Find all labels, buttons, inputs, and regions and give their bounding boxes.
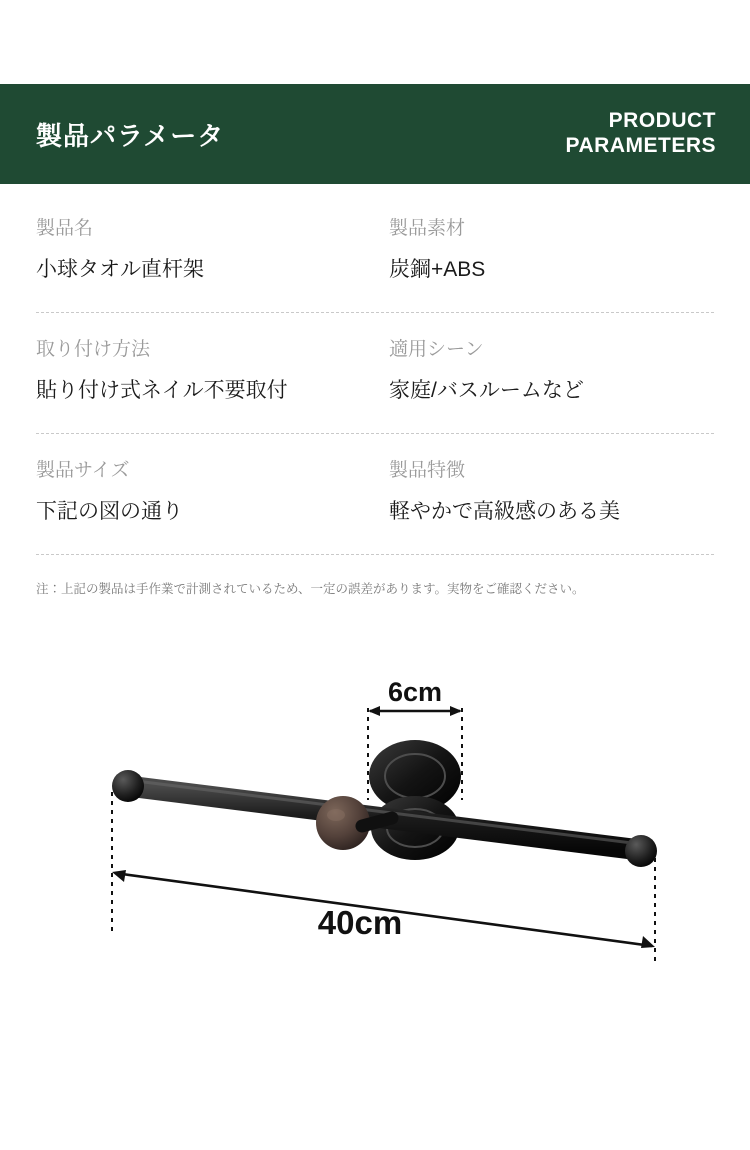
row-divider (36, 554, 714, 555)
spec-value: 炭鋼+ABS (389, 257, 486, 281)
spec-cell-installation (36, 339, 375, 403)
spec-value: 下記の図の通り (36, 499, 183, 523)
row-divider (36, 433, 714, 434)
product-dimension-diagram (0, 668, 750, 998)
spec-row (36, 218, 714, 282)
spec-cell-scene (375, 339, 714, 403)
row-divider (36, 312, 714, 313)
spec-label: 製品名 (36, 218, 94, 239)
section-header-banner (0, 84, 750, 184)
spec-cell-feature (375, 460, 714, 524)
spec-row (36, 339, 714, 403)
spec-label: 製品素材 (389, 218, 466, 239)
spec-label: 製品サイズ (36, 459, 130, 481)
bar-end-knob-right (625, 835, 657, 867)
header-title-japanese: 製品パラメータ (36, 120, 225, 151)
header-title-english (566, 109, 716, 159)
bar-end-knob-left (112, 770, 144, 802)
spec-table (0, 184, 750, 598)
header-title-english-line1: PRODUCT (608, 109, 716, 133)
spec-value: 貼り付け式ネイル不要取付 (36, 378, 288, 402)
spec-label: 取り付け方法 (36, 338, 151, 360)
spec-value: 小球タオル直杆架 (36, 257, 204, 281)
spec-value: 家庭/バスルームなど (389, 378, 584, 402)
width-dimension-label: 6cm (387, 677, 443, 708)
measurement-note: 注：上記の製品は手作業で計測されているため、一定の誤差があります。実物をご確認ください。 (36, 581, 585, 596)
spec-value: 軽やかで高級感のある美 (389, 499, 620, 523)
width-dimension-arrow (368, 706, 462, 716)
wood-ball-highlight (327, 809, 345, 821)
spec-cell-product-name (36, 218, 375, 282)
length-dimension-label: 40cm (317, 904, 403, 942)
spec-cell-size (36, 460, 375, 524)
header-title-english-line2: PARAMETERS (565, 134, 716, 157)
top-whitespace (0, 0, 750, 84)
spec-row (36, 460, 714, 524)
spec-cell-material (375, 218, 714, 282)
ball-connector-arm (362, 818, 392, 826)
spec-label: 製品特徴 (389, 459, 466, 481)
spec-label: 適用シーン (389, 338, 484, 360)
diagram-svg (0, 668, 750, 998)
